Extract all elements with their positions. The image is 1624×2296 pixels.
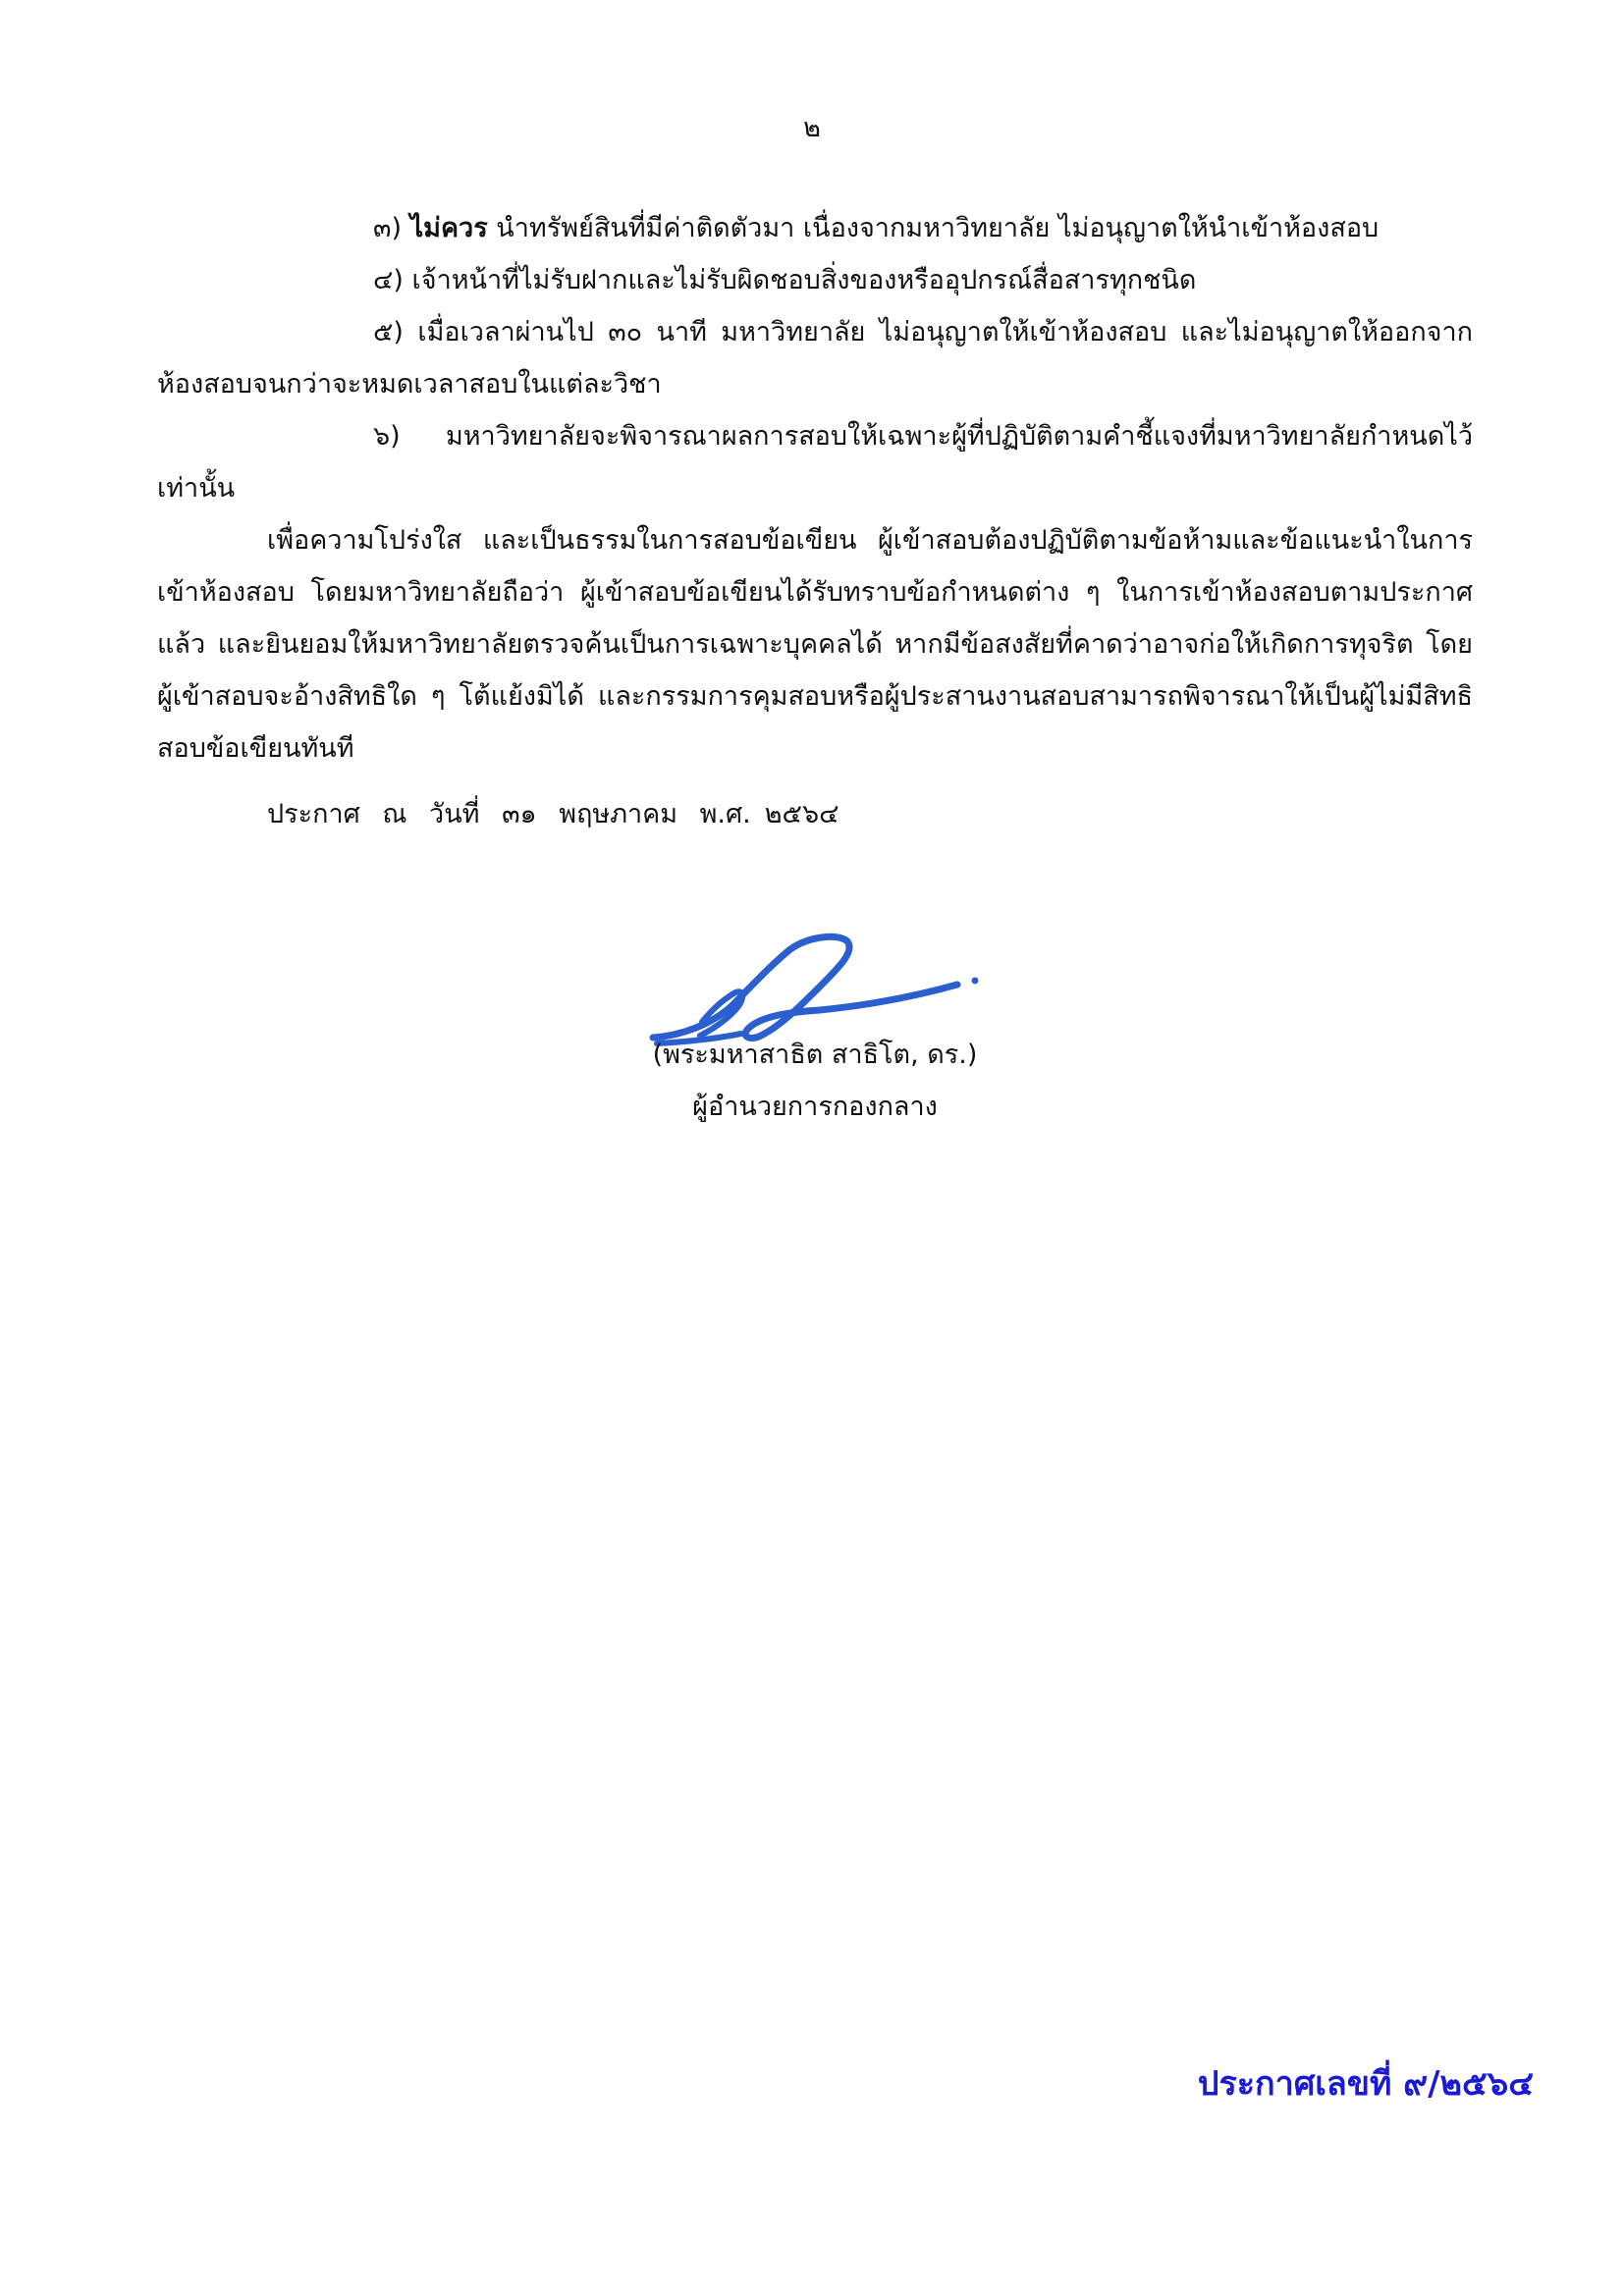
item-number: ๔): [373, 265, 404, 295]
document-body: [157, 202, 1473, 840]
item-text: เมื่อเวลาผ่านไป ๓๐ นาที มหาวิทยาลัย ไม่อนุญาตให้เข้าห้องสอบ และไม่อนุญาตให้ออกจากห้องสอบจนกว่าจะหมดเวลาสอบในแต่ละวิชา: [157, 317, 1473, 400]
date-day-label: วันที่: [429, 799, 480, 829]
list-item: [157, 306, 1473, 410]
page-number: ๒: [803, 113, 821, 143]
list-item: [157, 254, 1473, 306]
date-day: ๓๑: [502, 799, 537, 829]
date-at: ณ: [382, 799, 407, 829]
date-year-prefix: พ.ศ.: [699, 799, 751, 829]
date-prefix: ประกาศ: [267, 799, 360, 829]
item-number: ๕): [373, 317, 404, 347]
closing-paragraph: เพื่อความโปร่งใส และเป็นธรรมในการสอบข้อเขียน ผู้เข้าสอบต้องปฏิบัติตามข้อห้ามและข้อแนะนำในการเข้าห้องสอบ โดยมหาวิทยาลัยถือว่า ผู้เข้าสอบข้อเขียนได้รับทราบข้อกำหนดต่าง ๆ ในการเข้าห้องสอบตามประกาศแล้ว และยินยอมให้มหาวิทยาลัยตรวจค้นเป็นการเฉพาะบุคคลได้ หากมีข้อสงสัยที่คาดว่าอาจก่อให้เกิดการทุจริต โดยผู้เข้าสอบจะอ้างสิทธิใด ๆ โต้แย้งมิได้ และกรรมการคุมสอบหรือผู้ประสานงานสอบสามารถพิจารณาให้เป็นผู้ไม่มีสิทธิสอบข้อเขียนทันที: [157, 525, 1473, 764]
date-year: ๒๕๖๔: [764, 799, 839, 829]
signer-name: (พระมหาสาธิต สาธิโต, ดร.): [652, 1040, 978, 1070]
item-emphasis: ไม่ควร: [409, 213, 488, 243]
list-item: [157, 410, 1473, 514]
item-text: มหาวิทยาลัยจะพิจารณาผลการสอบให้เฉพาะผู้ที่ปฏิบัติตามคำชี้แจงที่มหาวิทยาลัยกำหนดไว้เท่านั้น: [157, 421, 1473, 504]
date-line: [157, 788, 1473, 840]
list-item: [157, 202, 1473, 254]
item-text: นำทรัพย์สินที่มีค่าติดตัวมา เนื่องจากมหาวิทยาลัย ไม่อนุญาตให้นำเข้าห้องสอบ: [487, 213, 1380, 243]
reference-number: ประกาศเลขที่ ๙/๒๕๖๔: [1197, 2064, 1534, 2104]
item-number: ๓): [373, 213, 402, 243]
item-number: ๖): [373, 421, 401, 452]
item-text: เจ้าหน้าที่ไม่รับฝากและไม่รับผิดชอบสิ่งของหรืออุปกรณ์สื่อสารทุกชนิด: [403, 265, 1197, 295]
signer-title: ผู้อำนวยการกองกลาง: [692, 1092, 938, 1122]
date-month: พฤษภาคม: [559, 799, 678, 829]
